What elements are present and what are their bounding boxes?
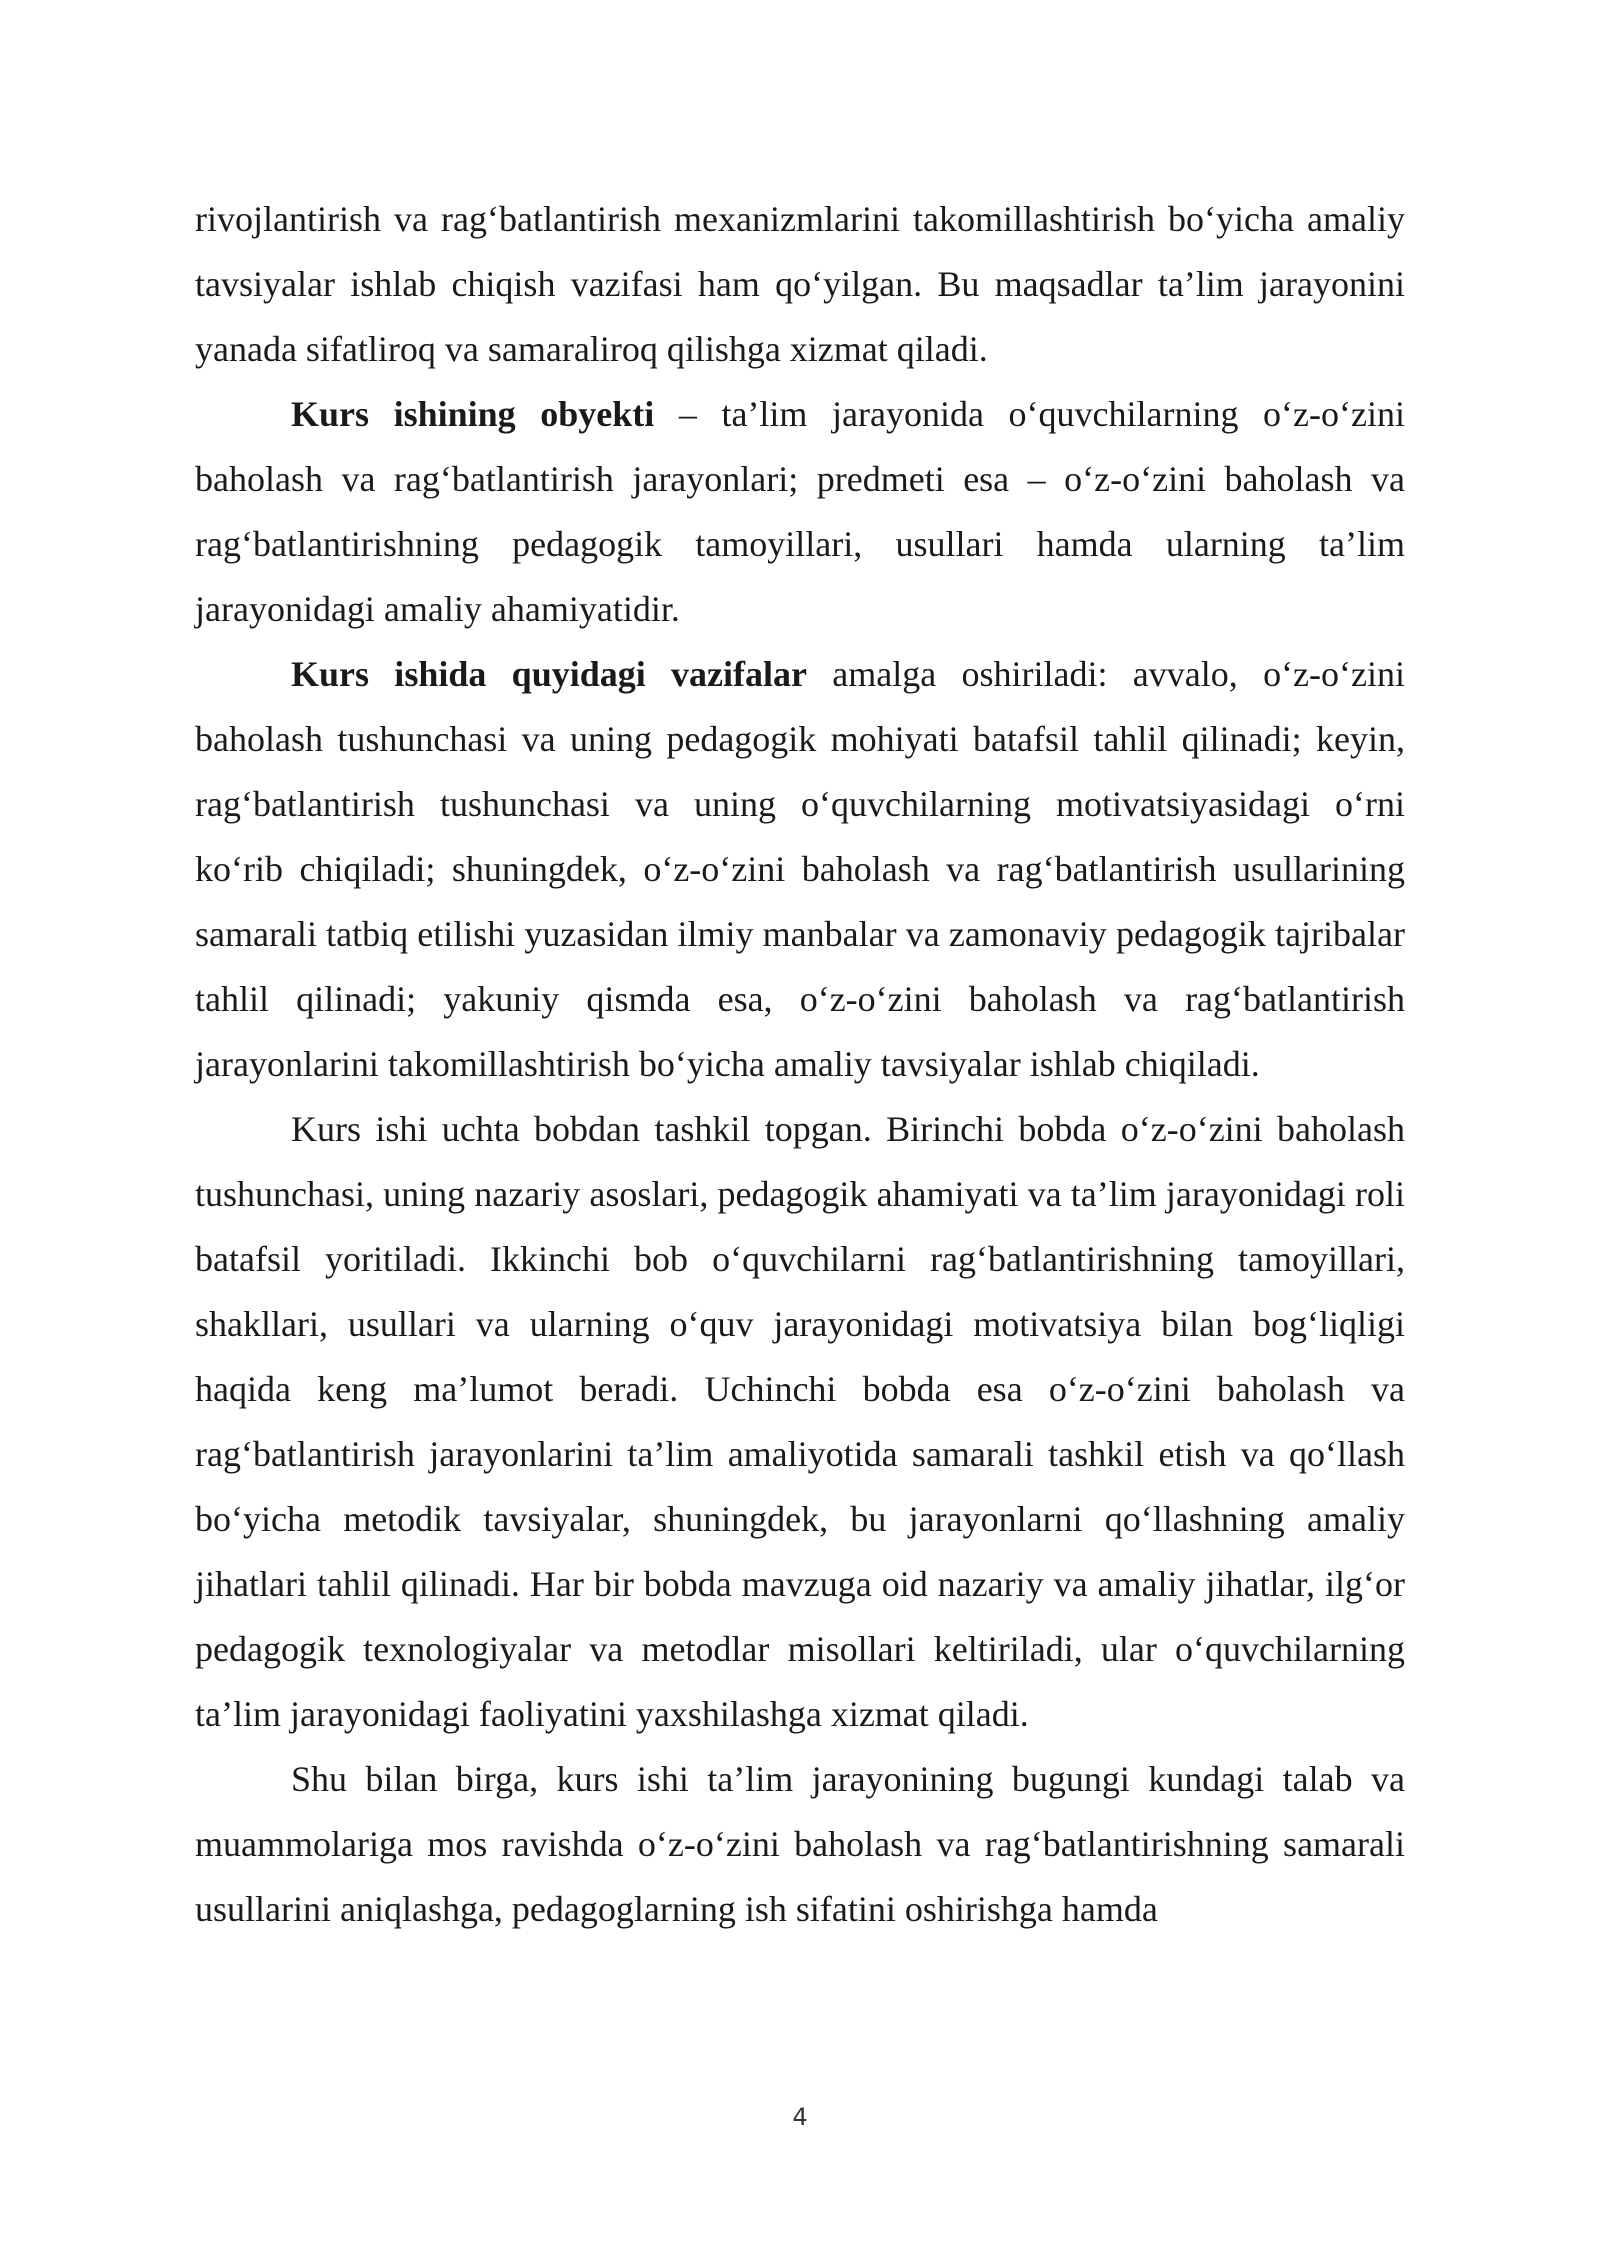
paragraph-3-text: amalga oshiriladi: avvalo, o‘z-o‘zini baholash tushunchasi va uning pedagogik mohiyati batafsil tahlil qilinadi; keyin, rag‘batlantirish tushunchasi va uning o‘quvchilarning motivatsiyasidagi o‘rni ko‘rib chiqiladi; shuningdek, o‘z-o‘zini baholash va rag‘batlantirish usullarining samarali tatbiq etilishi yuzasidan ilmiy manbalar va zamonaviy pedagogik tajribalar tahlil qilinadi; yakuniy qismda esa, o‘z-o‘zini baholash va rag‘batlantirish jarayonlarini takomillashtirish bo‘yicha amaliy tavsiyalar ishlab chiqiladi. xyxy=(195,654,1405,1084)
paragraph-2-bold-lead: Kurs ishining obyekti xyxy=(291,394,655,434)
document-body xyxy=(195,187,1405,1942)
paragraph-3 xyxy=(195,642,1405,1097)
paragraph-4 xyxy=(195,1097,1405,1747)
paragraph-1 xyxy=(195,187,1405,382)
paragraph-3-bold-lead: Kurs ishida quyidagi vazifalar xyxy=(291,654,807,694)
page-number: 4 xyxy=(792,2103,808,2131)
paragraph-1-text: rivojlantirish va rag‘batlantirish mexanizmlarini takomillashtirish bo‘yicha amaliy tavsiyalar ishlab chiqish vazifasi ham qo‘yilgan. Bu maqsadlar ta’lim jarayonini yanada sifatliroq va samaraliroq qilishga xizmat qiladi. xyxy=(195,199,1405,369)
paragraph-2-text: – ta’lim jarayonida o‘quvchilarning o‘z-o‘zini baholash va rag‘batlantirish jarayonlari; predmeti esa – o‘z-o‘zini baholash va rag‘batlantirishning pedagogik tamoyillari, usullari hamda ularning ta’lim jarayonidagi amaliy ahamiyatidir. xyxy=(195,394,1405,629)
paragraph-5 xyxy=(195,1747,1405,1942)
paragraph-5-text: Shu bilan birga, kurs ishi ta’lim jarayonining bugungi kundagi talab va muammolariga mos ravishda o‘z-o‘zini baholash va rag‘batlantirishning samarali usullarini aniqlashga, pedagoglarning ish sifatini oshirishga hamda xyxy=(195,1759,1405,1929)
paragraph-4-text: Kurs ishi uchta bobdan tashkil topgan. Birinchi bobda o‘z-o‘zini baholash tushunchasi, uning nazariy asoslari, pedagogik ahamiyati va ta’lim jarayonidagi roli batafsil yoritiladi. Ikkinchi bob o‘quvchilarni rag‘batlantirishning tamoyillari, shakllari, usullari va ularning o‘quv jarayonidagi motivatsiya bilan bog‘liqligi haqida keng ma’lumot beradi. Uchinchi bobda esa o‘z-o‘zini baholash va rag‘batlantirish jarayonlarini ta’lim amaliyotida samarali tashkil etish va qo‘llash bo‘yicha metodik tavsiyalar, shuningdek, bu jarayonlarni qo‘llashning amaliy jihatlari tahlil qilinadi. Har bir bobda mavzuga oid nazariy va amaliy jihatlar, ilg‘or pedagogik texnologiyalar va metodlar misollari keltiriladi, ular o‘quvchilarning ta’lim jarayonidagi faoliyatini yaxshilashga xizmat qiladi. xyxy=(195,1109,1405,1734)
paragraph-2 xyxy=(195,382,1405,642)
